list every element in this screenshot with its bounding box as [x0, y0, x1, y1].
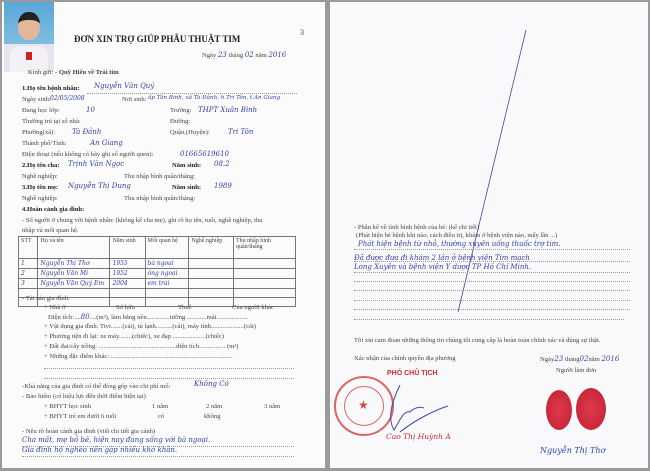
- father-income-label: Thu nhập bình quân/tháng:: [124, 173, 196, 180]
- patient-name-label: 1.Họ tên bệnh nhân:: [22, 85, 80, 92]
- form-page-right: [330, 2, 648, 468]
- official-title: PHÓ CHỦ TỊCH: [387, 370, 438, 377]
- history-2: Đã được đưa đi khám 2 lần ở bệnh viện Tim mạch: [354, 254, 530, 262]
- cohabit-note: - Số người ở chung với bệnh nhân: (không kể cha mẹ), ghi rõ họ tên, tuổi, nghề nghiệp, thu: [22, 217, 263, 224]
- dob-label: Ngày sinh:: [22, 96, 51, 103]
- school: THPT Xuân Bình: [198, 106, 258, 114]
- family-label: 4.Hoàn cảnh gia đình:: [22, 206, 85, 213]
- phone: 01665619610: [180, 150, 229, 158]
- street-label: Đường:: [170, 118, 191, 125]
- house-label: + Nhà ở: [44, 304, 66, 311]
- official-name: Cao Thị Huỳnh A: [386, 432, 451, 441]
- mother-year-label: Năm sinh:: [172, 184, 202, 191]
- table-row: 2 Nguyễn Văn Mi 1952 ông ngoại: [19, 269, 296, 279]
- fingerprint-left: [546, 390, 572, 430]
- phone-label: Điện thoại (nếu không có hãy ghi số người quen):: [22, 151, 154, 158]
- form-date: Ngày 23 tháng 02 năm 2016: [202, 51, 287, 59]
- patient-photo: [4, 2, 54, 72]
- history-3: Long Xuyên và bệnh viện Y dược TP Hồ Chí Minh.: [354, 263, 532, 271]
- header-income: Thu nhập bình quân/tháng: [234, 237, 296, 259]
- header-job: Nghề nghiệp: [189, 237, 234, 259]
- contribution-label: -Khả năng của gia đình có thể đóng góp vào chi phí mổ:: [22, 383, 171, 390]
- area-line: Diện tích:....80....(m²), làm bằng nền..............tường.............mái...................: [48, 313, 248, 321]
- local-confirmation-label: Xác nhận của chính quyền địa phương: [354, 355, 456, 362]
- father-year-label: Năm sinh:: [172, 162, 202, 169]
- city: An Giang: [90, 139, 123, 147]
- mother-job-label: Nghề nghiệp:: [22, 195, 58, 202]
- applicant-signature: Nguyễn Thị Thơ: [540, 446, 606, 455]
- circumstance-2: Gia đình hộ nghèo nên gặp nhiều khó khăn.: [22, 446, 178, 454]
- assets-label: - Tài sản gia đình:: [22, 295, 70, 302]
- ward: Tà Đảnh: [72, 128, 102, 136]
- birthplace-label: Nơi sinh:: [122, 96, 147, 103]
- address-label: Thường trú tại số nhà:: [22, 118, 81, 125]
- ins-no: không: [204, 413, 221, 420]
- ins-2-year: 2 năm: [206, 403, 223, 410]
- district-label: Quận,(Huyện):: [170, 129, 210, 136]
- table-row: 1 Nguyễn Thị Thơ 1955 bà ngoại: [19, 259, 296, 269]
- birthplace: ấp Tân Bình, xã Tà Đảnh, h.Tri Tôn, t.An Giang: [148, 95, 281, 101]
- house-owned: Sở hữu: [116, 304, 135, 311]
- history-1: Phát hiện bệnh từ nhỏ, thường xuyên uống thuốc trợ tim.: [358, 240, 561, 248]
- patient-name: Nguyễn Văn Quý: [94, 82, 155, 90]
- house-rent: Thuê: [178, 304, 192, 311]
- appliances: + Vật dụng gia đình: Tivi.......(cái), tủ lạnh..........(cái), máy tính....................(cái): [44, 323, 257, 330]
- school-label: Trường:: [170, 107, 192, 114]
- city-label: Thành phố/Tỉnh:: [22, 140, 67, 147]
- history-hint: (Phát hiện bé bệnh khi nào, cách điều trị, khám ở bệnh viện nào, mấy lần ...): [356, 232, 558, 239]
- father-label: 2.Họ tên cha:: [22, 162, 60, 169]
- mother-name: Nguyễn Thị Dung: [68, 182, 131, 190]
- table-row: 3 Nguyễn Văn Quý Em 2004 em trai: [19, 279, 296, 289]
- grade-label: Đang học lớp:: [22, 107, 60, 114]
- district: Tri Tôn: [228, 128, 254, 136]
- mother-label: 3.Họ tên mẹ:: [22, 184, 59, 191]
- ins-child: + BHYT trẻ em dưới 6 tuổi: [44, 413, 117, 420]
- ward-label: Phường(xã):: [22, 129, 56, 136]
- history-label: - Phần kể về tình hình bệnh của bé: (kể chi tiết): [354, 224, 480, 231]
- header-relation: Mối quan hệ: [145, 237, 189, 259]
- insurance-label: - Bảo hiểm (có hiệu lực đến thời điểm hiện tại): [22, 393, 146, 400]
- circumstance-1: Cha mất, mẹ bỏ bê, hiện nay đang sống với bà ngoại.: [22, 436, 211, 444]
- form-title: ĐƠN XIN TRỢ GIÚP PHẪU THUẬT TIM: [74, 34, 241, 44]
- page-number: 3: [300, 28, 304, 37]
- house-others: Của người khác: [232, 304, 274, 311]
- header-year: Năm sinh: [110, 237, 145, 259]
- other-features: + Những đặc điểm khác: ..........................................................................: [44, 353, 233, 360]
- recipient: Kính gửi: - Quỹ Hiểu về Trái tim: [28, 69, 119, 76]
- sign-date: Ngày23 tháng02năm 2016: [540, 355, 620, 363]
- mother-year: 1989: [214, 182, 232, 190]
- applicant-label: Người làm đơn: [556, 367, 597, 374]
- father-year: 08.2: [214, 160, 230, 168]
- dob: 02/05/2008: [50, 95, 85, 102]
- ins-student: + BHYT học sinh: [44, 403, 92, 410]
- father-name: Trịnh Văn Ngọc: [68, 160, 125, 168]
- fingerprint-right: [576, 388, 606, 430]
- contribution: Không Có: [194, 380, 229, 388]
- mother-income-label: Thu nhập bình quân/tháng:: [124, 195, 196, 202]
- header-name: Họ và tên: [38, 237, 110, 259]
- official-signature: [380, 380, 450, 440]
- form-page-left: [2, 2, 325, 468]
- land: + Đất đai/cây trồng: ...............................................diện tích................ (m²): [44, 343, 239, 350]
- ins-3-year: 3 năm: [264, 403, 281, 410]
- ins-yes: có: [158, 413, 165, 420]
- father-job-label: Nghề nghiệp:: [22, 173, 58, 180]
- declaration: Tôi xin cam đoan những thông tin chúng tôi cung cấp là hoàn toàn chính xác và đúng sự thật.: [354, 337, 601, 344]
- cohabit-note-2: nhập và mối quan hệ.: [22, 227, 79, 234]
- official-stamp: ★: [334, 376, 394, 436]
- grade: 10: [86, 106, 95, 114]
- header-stt: STT: [19, 237, 38, 259]
- circumstance-label: - Nêu rõ hoàn cảnh gia đình (viết chi tiết gia cảnh): [22, 428, 156, 435]
- ins-1-year: 1 năm: [152, 403, 169, 410]
- vehicles: + Phương tiện đi lại: xe máy........(chiếc), xe đạp ....................(chiếc): [44, 333, 224, 340]
